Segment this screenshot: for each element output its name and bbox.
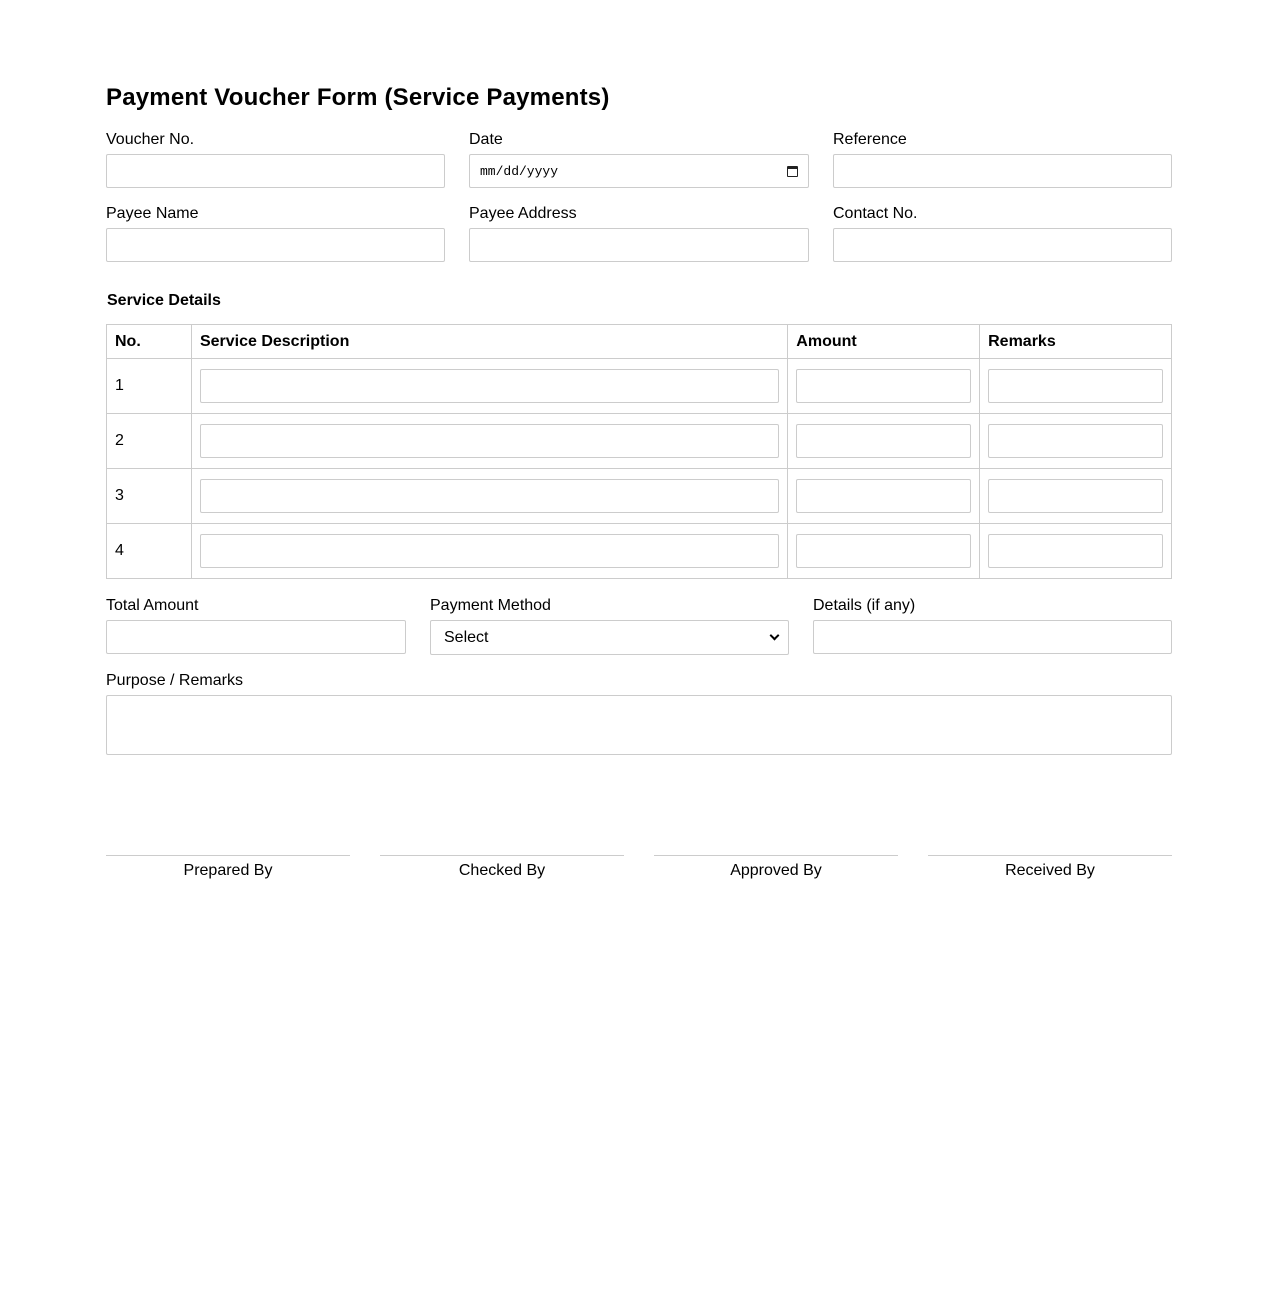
row-number: 1 — [107, 359, 192, 414]
reference-input[interactable] — [833, 154, 1172, 188]
details-input[interactable] — [813, 620, 1172, 654]
payment-method-select[interactable] — [430, 620, 789, 655]
column-header-no: No. — [107, 325, 192, 359]
column-header-amount: Amount — [788, 325, 980, 359]
column-header-description: Service Description — [191, 325, 787, 359]
page-title: Payment Voucher Form (Service Payments) — [106, 84, 610, 111]
amount-input[interactable] — [796, 479, 971, 513]
signature-prepared-by: Prepared By — [106, 855, 350, 880]
row-number: 2 — [107, 414, 192, 469]
contact-no-input[interactable] — [833, 228, 1172, 262]
service-description-input[interactable] — [200, 424, 779, 458]
service-description-input[interactable] — [200, 534, 779, 568]
payee-address-label: Payee Address — [469, 205, 577, 222]
table-row — [107, 414, 1172, 469]
purpose-label: Purpose / Remarks — [106, 672, 243, 689]
calendar-icon[interactable] — [787, 166, 798, 177]
payment-method-label: Payment Method — [430, 597, 551, 614]
table-row — [107, 524, 1172, 579]
voucher-no-input[interactable] — [106, 154, 445, 188]
payee-name-input[interactable] — [106, 228, 445, 262]
date-input[interactable] — [469, 154, 809, 188]
amount-input[interactable] — [796, 424, 971, 458]
remarks-input[interactable] — [988, 479, 1163, 513]
signature-received-by: Received By — [928, 855, 1172, 880]
payee-name-label: Payee Name — [106, 205, 199, 222]
table-header-row — [107, 325, 1172, 359]
service-description-input[interactable] — [200, 479, 779, 513]
reference-label: Reference — [833, 131, 907, 148]
total-amount-label: Total Amount — [106, 597, 199, 614]
details-label: Details (if any) — [813, 597, 916, 614]
remarks-input[interactable] — [988, 424, 1163, 458]
payee-address-input[interactable] — [469, 228, 809, 262]
date-placeholder: mm/dd/yyyy — [480, 163, 559, 179]
purpose-textarea[interactable] — [106, 695, 1172, 755]
chevron-down-icon — [770, 631, 780, 641]
date-label: Date — [469, 131, 503, 148]
column-header-remarks: Remarks — [980, 325, 1172, 359]
amount-input[interactable] — [796, 369, 971, 403]
signature-checked-by: Checked By — [380, 855, 624, 880]
total-amount-input[interactable] — [106, 620, 406, 654]
row-number: 3 — [107, 469, 192, 524]
amount-input[interactable] — [796, 534, 971, 568]
service-details-title: Service Details — [107, 292, 221, 309]
remarks-input[interactable] — [988, 534, 1163, 568]
payment-method-value: Select — [444, 628, 489, 646]
table-row — [107, 359, 1172, 414]
service-details-table — [106, 324, 1172, 579]
signature-approved-by: Approved By — [654, 855, 898, 880]
voucher-no-label: Voucher No. — [106, 131, 195, 148]
service-description-input[interactable] — [200, 369, 779, 403]
contact-no-label: Contact No. — [833, 205, 918, 222]
table-row — [107, 469, 1172, 524]
row-number: 4 — [107, 524, 192, 579]
remarks-input[interactable] — [988, 369, 1163, 403]
